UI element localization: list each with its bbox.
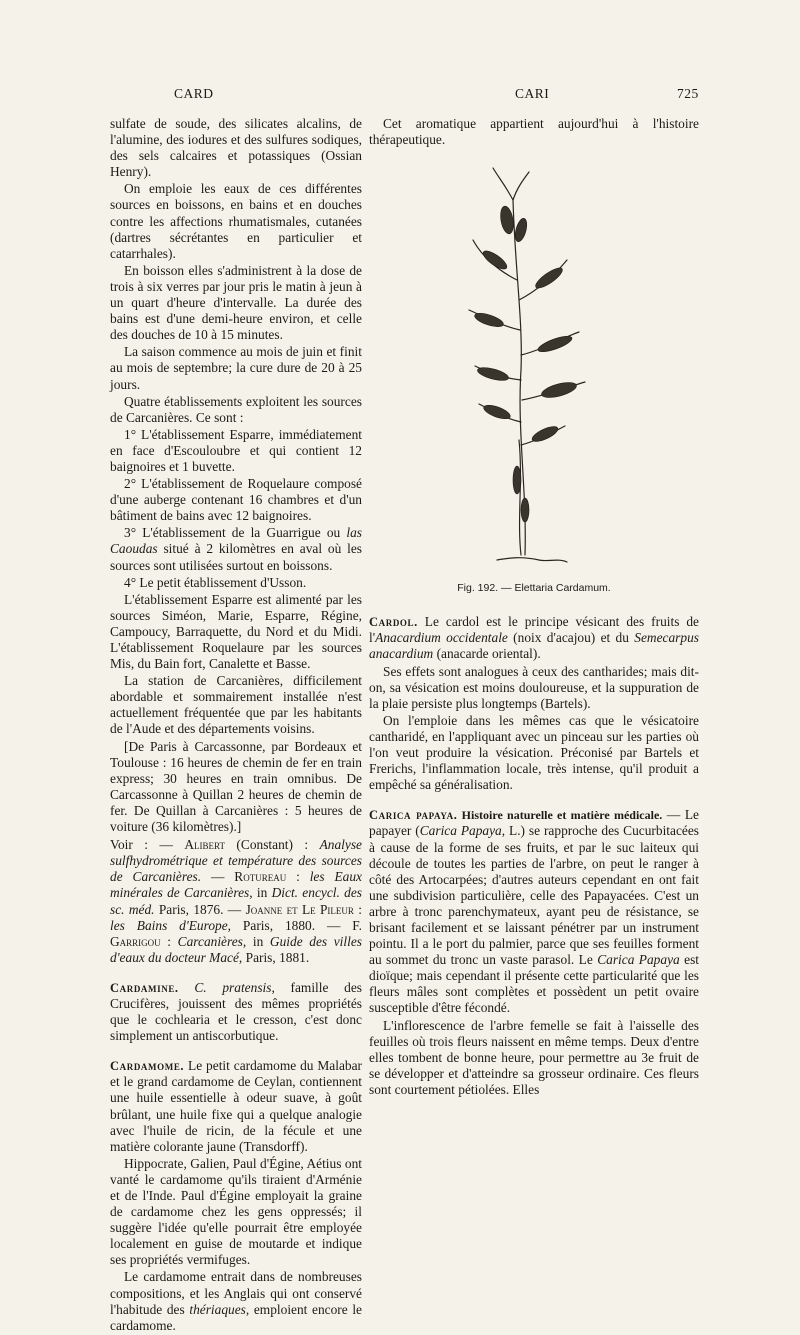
bibliography [110, 837, 362, 966]
right-column [369, 116, 699, 1099]
work-title: les Bains d'Europe [110, 917, 228, 933]
paragraph: On emploie les eaux de ces différentes sources en boissons, en bains et en douches contre les affections rhumatismales, cutanées (dartres sécrétantes en particulier et catarrhales). [110, 181, 362, 261]
text: Le petit cardamome du Malabar et le grand cardamome de Ceylan, contiennent une huile essentielle à odeur suave, à goût brûlant, une huile fixe qui a quelque analogie avec l'huile de ricin, de la fécule et une matière colorante jaune (Transdorff). [110, 1058, 362, 1154]
running-header-left: CARD [174, 86, 214, 101]
work-title: Guide des villes d'eaux du docteur Macé [110, 933, 362, 965]
text: : [160, 933, 178, 949]
text: , L.) se rapproche des Cucurbitacées à cause de la forme de ses fruits, et par le suc laiteux qui découle de toutes les parties de l'arbre, on peut le ranger à côté des Artocarpées; d'autres auteurs cependant en ont fait une subdivision particulière, celle des Papayacées. C'est un arbre à tronc parenchymateux, ayant peu de résistance, se brisant facilement et se laissant pénétrer par un instrument pointu. Il a le port du palmier, parce que ses feuilles forment au sommet du tronc un vaste parasol. Le [369, 823, 700, 968]
paragraph: 2° L'établissement de Roquelaure composé d'une auberge contenant 16 chambres et d'un bâtiment de bains avec 12 baignoires. [110, 476, 362, 524]
entry-cardamine [110, 980, 362, 1044]
paragraph: 4° Le petit établissement d'Usson. [124, 574, 307, 590]
text: : [353, 901, 362, 917]
text: emploient encore le cardamome. [110, 1301, 362, 1333]
italic-text: thériaques, [189, 1301, 250, 1317]
author: Alibert [184, 837, 225, 853]
page-number: 725 [677, 86, 699, 101]
paragraph: Ses effets sont analogues à ceux des cantharides; mais dit-on, sa vésication est moins douloureuse, et la suppuration de la plaie persiste plus longtemps (Bartels). [369, 663, 699, 711]
text: , in [249, 885, 272, 901]
entry-cardamome [110, 1058, 362, 1155]
text: Le cardamome entrait dans de nombreuses compositions, et les Anglais qui ont conservé l'habitude des [110, 1269, 362, 1317]
paragraph: 1° L'établissement Esparre, immédiatement en face d'Escouloubre et qui contient 12 baignoires et 1 buvette. [110, 426, 362, 474]
entry-carica-papaya [369, 807, 699, 1016]
text: Paris, 1876. — [154, 901, 246, 917]
author: Garrigou [110, 933, 161, 949]
left-column [110, 116, 362, 1335]
species-name: Semecarpus anacardium [369, 630, 699, 662]
text: Voir : — [110, 837, 185, 853]
species-name: Carica Papaya [597, 952, 680, 968]
work-title: les Eaux minérales de Carcanières [110, 869, 362, 901]
paragraph: sulfate de soude, des silicates alcalins, de l'alumine, des iodures et des sulfures sodiques, des sels calcaires et potassiques (Ossian Henry). [110, 116, 362, 180]
headword: Cardamine. [110, 980, 179, 995]
running-header-center: CARI [515, 86, 550, 101]
text: , Paris, 1880. — F. [227, 917, 362, 933]
author: Rotureau [234, 869, 287, 885]
paragraph [110, 525, 362, 573]
paragraph: La saison commence au mois de juin et finit au mois de septembre; la cure dure de 20 à 25 jours. [110, 344, 362, 392]
species-name: Anacardium occidentale [375, 630, 508, 646]
paragraph: Quatre établissements exploitent les sources de Carcanières. Ce sont : [110, 393, 362, 425]
text: , in [242, 933, 270, 949]
text: famille des Crucifères, jouissent des mêmes propriétés que le cochlearia et le cresson, c'est donc simplement un antiscorbutique. [110, 979, 362, 1044]
paragraph: L'établissement Esparre est alimenté par les sources Siméon, Marie, Esparre, Régine, Campoucy, Barraquette, du Nord et du Midi. L'établissement Roquelaure par les sources Mis, du Bain fort, Canalette et Basse. [110, 591, 362, 672]
plant-illustration [447, 160, 597, 570]
paragraph: La station de Carcanières, difficilement abordable et sommairement installée n'est actuellement fréquentée que par les habitants de l'Aude et des départements voisins. [110, 673, 362, 737]
species-name: Carica Papaya [419, 823, 502, 839]
text: — [201, 869, 235, 885]
headword: Carica papaya. [369, 808, 458, 823]
work-title: Analyse sulfhydrométrique et température des sources de Carcanières. [110, 837, 362, 885]
text: est dioïque; mais cependant il présente cette particularité que les fleurs mâles sont complètes et possèdent un petit ovaire susceptible d'être fécondé. [369, 952, 699, 1016]
paragraph: Hippocrate, Galien, Paul d'Égine, Aétius ont vanté le cardamome qu'ils tiraient d'Arménie et de l'Inde. Paul d'Égine employait la graine de cardamome chez les gens oppressés; il suggère l'idée qu'elle pourrait être employée localement en guise de moutarde et indique ses propriétés vermifuges. [110, 1155, 362, 1268]
paragraph: On l'emploie dans les mêmes cas que le vésicatoire cantharidé, en l'appliquant avec un pinceau sur les parties où l'on veut produire la vésication. Préconisé par Bartels et Frerichs, l'inflammation locale, très intense, qu'il produit a empêché sa généralisation. [369, 712, 699, 793]
text: , Paris, 1881. [238, 949, 310, 965]
italic-text: las Caoudas [110, 525, 362, 557]
entry-cardol [369, 614, 699, 662]
italic-text: C. pratensis, [194, 979, 275, 995]
paragraph: Cet aromatique appartient aujourd'hui à l'histoire thérapeutique. [369, 116, 699, 148]
text: (anacarde oriental). [433, 646, 541, 662]
text: 3° L'établissement de la Guarrigue ou [124, 525, 347, 541]
headword: Cardamome. [110, 1059, 185, 1074]
text: : [286, 869, 310, 885]
paragraph: L'inflorescence de l'arbre femelle se fait à l'aisselle des feuilles où trois fleurs naissent en même temps. Deux d'entre elles tombent de bonne heure, pour permettre au 3e fruit de se développer et d'atteindre sa grosseur ordinaire. Ces fleurs sont courtement pétiolées. Elles [369, 1017, 699, 1097]
author: Joanne et Le Pileur [245, 901, 354, 917]
paragraph: En boisson elles s'administrent à la dose de trois à six verres par jour pris le matin à jeun à un quart d'heure d'intervalle. La durée des bains est d'une demi-heure environ, et celle des douches de 10 à 15 minutes. [110, 262, 362, 343]
text: (Constant) : [224, 837, 320, 853]
text: Le cardol est le principe vésicant des fruits de l' [369, 614, 699, 646]
headword: Cardol. [369, 615, 418, 630]
work-title: Carcanières [177, 933, 243, 949]
text: (noix d'acajou) et du [507, 630, 635, 646]
subheading: Histoire naturelle et matière médicale. [457, 808, 663, 823]
paragraph: [De Paris à Carcassonne, par Bordeaux et Toulouse : 16 heures de chemin de fer en train express; 30 heures en train omnibus. De Carcassonne à Quillan 2 heures de chemin de fer. De Quillan à Carcanières : 5 heures de voiture (36 kilomètres).] [110, 738, 362, 835]
paragraph [110, 1269, 362, 1333]
text: situé à 2 kilomètres en aval où les sources sont utilisées surtout en boissons. [110, 541, 362, 573]
work-title: Dict. encycl. des sc. méd. [110, 885, 362, 917]
figure-caption: Fig. 192. — Elettaria Cardamum. [457, 582, 611, 595]
text: — Le papayer ( [369, 807, 699, 839]
